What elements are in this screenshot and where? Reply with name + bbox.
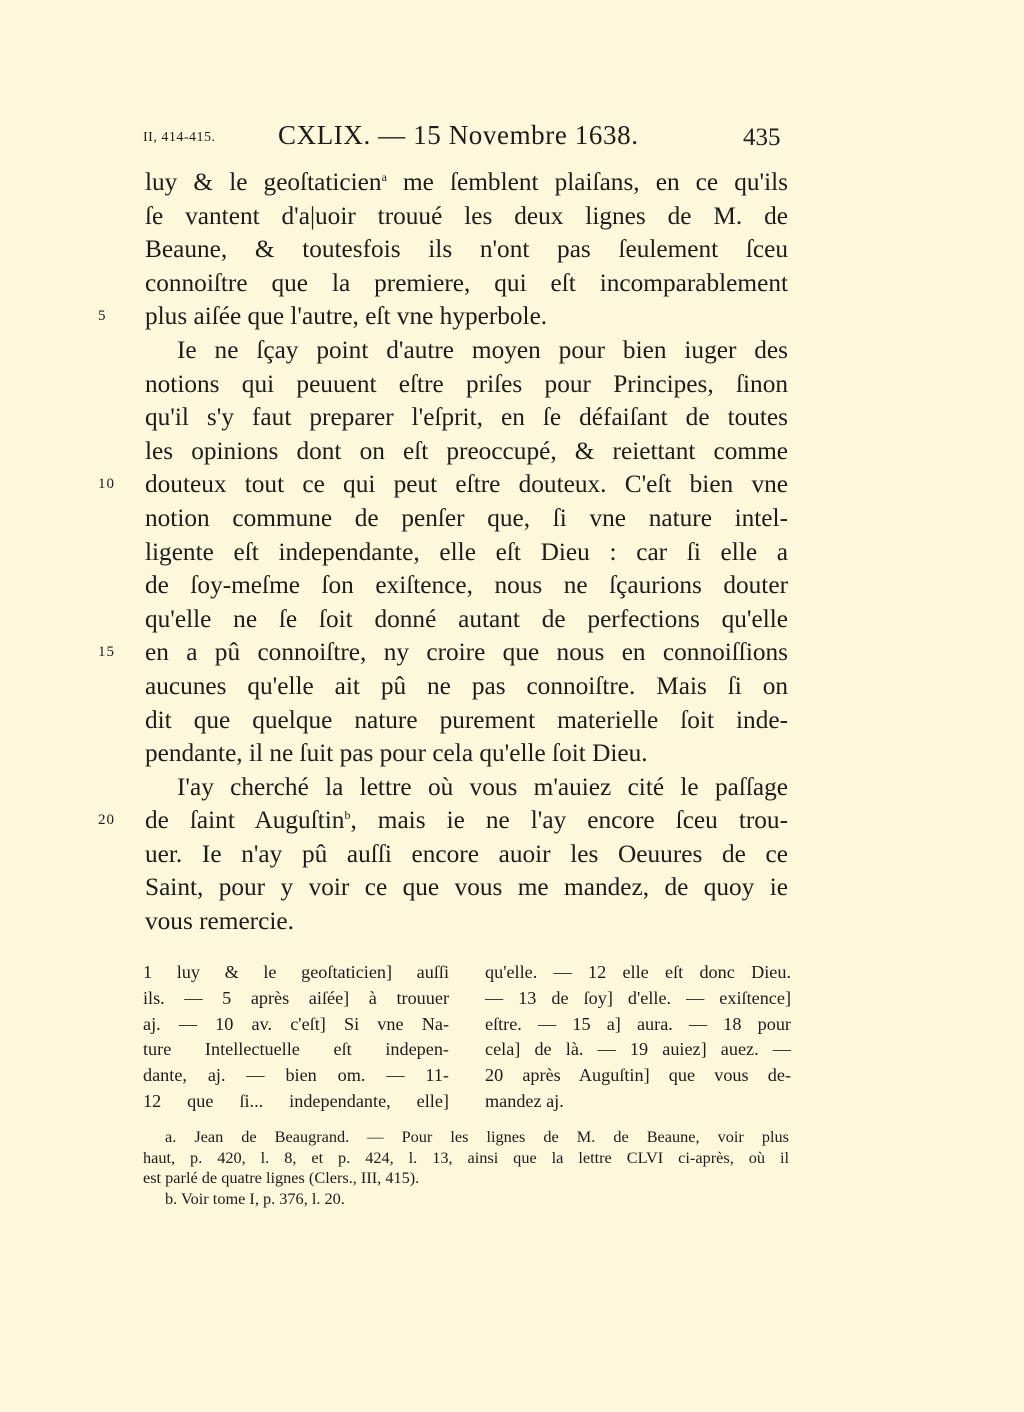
footnote-line: est parlé de quatre lignes (Clers., III, 415). bbox=[143, 1168, 420, 1187]
text-line bbox=[98, 636, 788, 670]
line-text: pendante, il ne ſuit pas pour cela qu'elle ſoit Dieu. bbox=[145, 739, 648, 768]
letter-body bbox=[98, 166, 788, 939]
line-text: de ſaint Auguſtin bbox=[145, 806, 345, 835]
text-line bbox=[145, 166, 788, 200]
line-number: 20 bbox=[98, 812, 115, 829]
footnote-marker: b bbox=[344, 808, 351, 823]
line-number: 15 bbox=[98, 644, 115, 661]
text-line bbox=[98, 300, 788, 334]
line-text: aucunes qu'elle ait pû ne pas connoiſtre. Mais ſi on bbox=[145, 671, 788, 700]
text-line bbox=[145, 267, 788, 301]
line-text: notions qui peuuent eſtre priſes pour Principes, ſinon bbox=[145, 369, 788, 398]
text-line bbox=[145, 200, 788, 234]
line-text: , mais ie ne l'ay encore ſceu trou- bbox=[350, 806, 788, 835]
variant-line: dante, aj. — bien om. — 11- bbox=[143, 1065, 449, 1086]
letter-title: CXLIX. — 15 Novembre 1638. bbox=[278, 120, 639, 150]
footnote-marker: a bbox=[381, 170, 387, 184]
line-text: vous remercie. bbox=[145, 907, 294, 936]
text-line bbox=[145, 603, 788, 637]
line-number: 5 bbox=[98, 308, 107, 325]
line-text: uer. Ie n'ay pû auſſi encore auoir les Oeuures de ce bbox=[145, 839, 788, 868]
line-number: 10 bbox=[98, 476, 115, 493]
variant-line: aj. — 10 av. c'eſt] Si vne Na- bbox=[143, 1013, 449, 1034]
text-line bbox=[145, 368, 788, 402]
text-line bbox=[145, 905, 788, 939]
line-text: ſe vantent d'a|uoir trouué les deux lignes de M. de bbox=[145, 201, 788, 230]
variant-line: 1 luy & le geoſtaticien] auſſi bbox=[143, 962, 449, 982]
text-line bbox=[145, 233, 788, 267]
text-line bbox=[145, 871, 788, 905]
running-head bbox=[0, 120, 1024, 160]
line-text: qu'elle ne ſe ſoit donné autant de perfections qu'elle bbox=[145, 604, 788, 633]
volume-reference: II, 414-415. bbox=[143, 130, 216, 145]
text-line bbox=[145, 502, 788, 536]
variant-readings bbox=[0, 960, 1024, 1120]
line-text: I'ay cherché la lettre où vous m'auiez cité le paſſage bbox=[177, 772, 788, 801]
text-line bbox=[145, 536, 788, 570]
text-line bbox=[145, 704, 788, 738]
text-line bbox=[145, 771, 788, 805]
variant-line: ture Intellectuelle eſt indepen- bbox=[143, 1039, 449, 1060]
text-line bbox=[145, 401, 788, 435]
text-line bbox=[145, 435, 788, 469]
variant-line: — 13 de ſoy] d'elle. — exiſtence] bbox=[485, 987, 791, 1008]
text-line bbox=[98, 804, 788, 838]
variant-line: ils. — 5 après aiſée] à trouuer bbox=[143, 987, 449, 1008]
line-text: douteux tout ce qui peut eſtre douteux. C'eſt bien vne bbox=[145, 470, 788, 499]
variants-left-column bbox=[143, 960, 449, 1115]
line-text: me ſemblent plaiſans, en ce qu'ils bbox=[386, 168, 788, 196]
line-text: Saint, pour y voir ce que vous me mandez, de quoy ie bbox=[145, 873, 788, 902]
line-text: qu'il s'y faut preparer l'eſprit, en ſe défaiſant de toutes bbox=[145, 403, 788, 432]
text-line bbox=[145, 670, 788, 704]
line-text: ligente eſt independante, elle eſt Dieu : car ſi elle a bbox=[145, 537, 788, 566]
page-number: 435 bbox=[743, 124, 781, 151]
line-text: en a pû connoiſtre, ny croire que nous en connoiſſions bbox=[145, 638, 788, 667]
variant-line: 12 que ſi... independante, elle] bbox=[143, 1090, 449, 1111]
footnotes bbox=[143, 1127, 789, 1209]
variant-line: mandez aj. bbox=[485, 1090, 564, 1111]
line-text: luy & le geoſtaticien bbox=[145, 168, 382, 196]
text-line bbox=[145, 569, 788, 603]
footnote-line: a. Jean de Beaugrand. — Pour les lignes de M. de Beaune, voir plus bbox=[165, 1127, 789, 1146]
text-line bbox=[145, 838, 788, 872]
line-text: les opinions dont on eſt preoccupé, & reiettant comme bbox=[145, 436, 788, 465]
line-text: Ie ne ſçay point d'autre moyen pour bien iuger des bbox=[177, 335, 788, 364]
line-text: Beaune, & toutesfois ils n'ont pas ſeulement ſceu bbox=[145, 235, 788, 264]
footnote-line: haut, p. 420, l. 8, et p. 424, l. 13, ainsi que la lettre CLVI ci-après, où il bbox=[143, 1147, 789, 1167]
line-text: connoiſtre que la premiere, qui eſt incomparablement bbox=[145, 268, 788, 297]
variant-line: qu'elle. — 12 elle eſt donc Dieu. bbox=[485, 962, 791, 982]
text-line bbox=[145, 737, 788, 771]
footnote-line: b. Voir tome I, p. 376, l. 20. bbox=[165, 1188, 345, 1208]
line-text: notion commune de penſer que, ſi vne nature intel- bbox=[145, 503, 788, 532]
text-line bbox=[98, 468, 788, 502]
variant-line: cela] de là. — 19 auiez] auez. — bbox=[485, 1039, 791, 1060]
variant-line: 20 après Auguſtin] que vous de- bbox=[485, 1065, 791, 1086]
line-text: dit que quelque nature purement materielle ſoit inde- bbox=[145, 705, 788, 734]
line-text: plus aiſée que l'autre, eſt vne hyperbole. bbox=[145, 302, 548, 331]
variants-right-column bbox=[485, 960, 791, 1115]
text-line bbox=[145, 334, 788, 368]
line-text: de ſoy-meſme ſon exiſtence, nous ne ſçaurions douter bbox=[145, 571, 788, 600]
variant-line: eſtre. — 15 a] aura. — 18 pour bbox=[485, 1013, 791, 1034]
